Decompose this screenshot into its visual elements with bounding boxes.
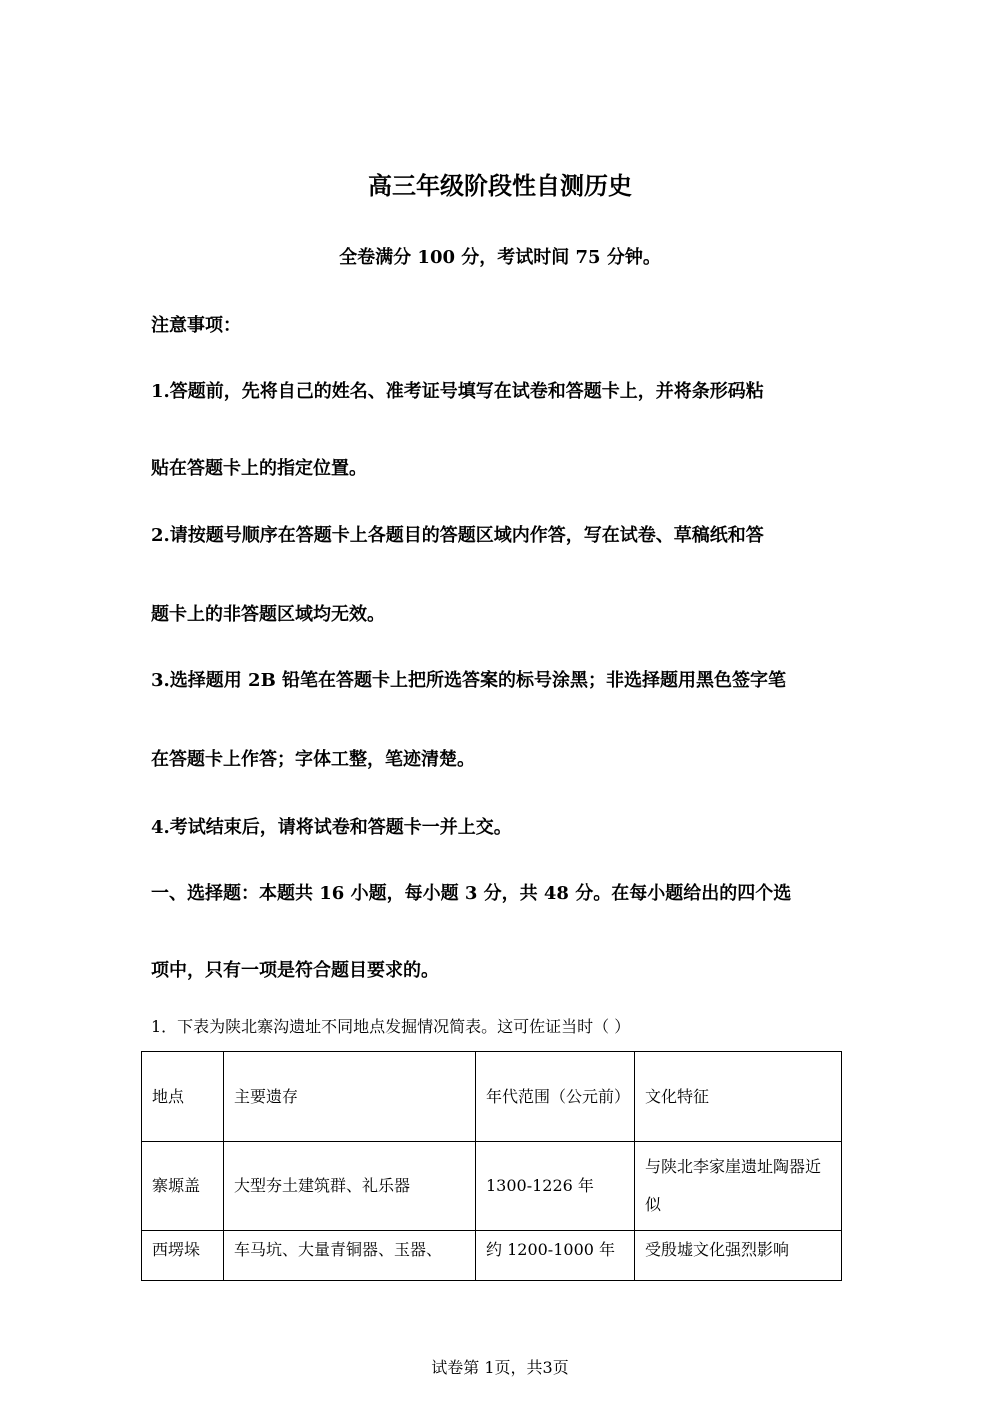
- table-header-cell: 地点: [142, 1052, 224, 1142]
- notice-line-7: 4.考试结束后，请将试卷和答题卡一并上交。: [151, 817, 512, 838]
- exam-info: 全卷满分 100 分，考试时间 75 分钟。: [339, 247, 661, 268]
- section-heading-line-1: 一、选择题：本题共 16 小题，每小题 3 分，共 48 分。在每小题给出的四个选: [151, 883, 792, 904]
- question-1-stem: 1．下表为陕北寨沟遗址不同地点发掘情况简表。这可佐证当时（ ）: [151, 1017, 631, 1036]
- table-cell: 寨塬盖: [142, 1142, 224, 1231]
- table-cell: 与陕北李家崖遗址陶器近似: [635, 1142, 842, 1231]
- table-header-row: [142, 1052, 842, 1142]
- notice-line-6: 在答题卡上作答；字体工整，笔迹清楚。: [151, 749, 475, 770]
- notice-line-4: 题卡上的非答题区域均无效。: [151, 604, 385, 625]
- table-cell: 西塄垛: [142, 1231, 224, 1281]
- notice-line-2: 贴在答题卡上的指定位置。: [151, 458, 367, 479]
- question-1-table: [141, 1051, 842, 1281]
- notice-heading: 注意事项：: [151, 315, 241, 336]
- notice-line-5: 3.选择题用 2B 铅笔在答题卡上把所选答案的标号涂黑；非选择题用黑色签字笔: [151, 670, 787, 691]
- page-footer: 试卷第 1页，共3页: [431, 1358, 569, 1377]
- notice-line-1: 1.答题前，先将自己的姓名、准考证号填写在试卷和答题卡上，并将条形码粘: [151, 381, 764, 402]
- table-cell: 1300-1226 年: [476, 1142, 635, 1231]
- table-cell: 车马坑、大量青铜器、玉器、: [224, 1231, 476, 1281]
- section-heading-line-2: 项中，只有一项是符合题目要求的。: [151, 960, 439, 981]
- table-row: [142, 1231, 842, 1281]
- table-header-cell: 文化特征: [635, 1052, 842, 1142]
- table-cell: 大型夯土建筑群、礼乐器: [224, 1142, 476, 1231]
- table-cell: 约 1200-1000 年: [476, 1231, 635, 1281]
- page-title: 高三年级阶段性自测历史: [368, 172, 632, 200]
- table-row: [142, 1142, 842, 1231]
- table-cell: 受殷墟文化强烈影响: [635, 1231, 842, 1281]
- notice-line-3: 2.请按题号顺序在答题卡上各题目的答题区域内作答，写在试卷、草稿纸和答: [151, 525, 764, 546]
- table-header-cell: 年代范围（公元前）: [476, 1052, 635, 1142]
- table-header-cell: 主要遗存: [224, 1052, 476, 1142]
